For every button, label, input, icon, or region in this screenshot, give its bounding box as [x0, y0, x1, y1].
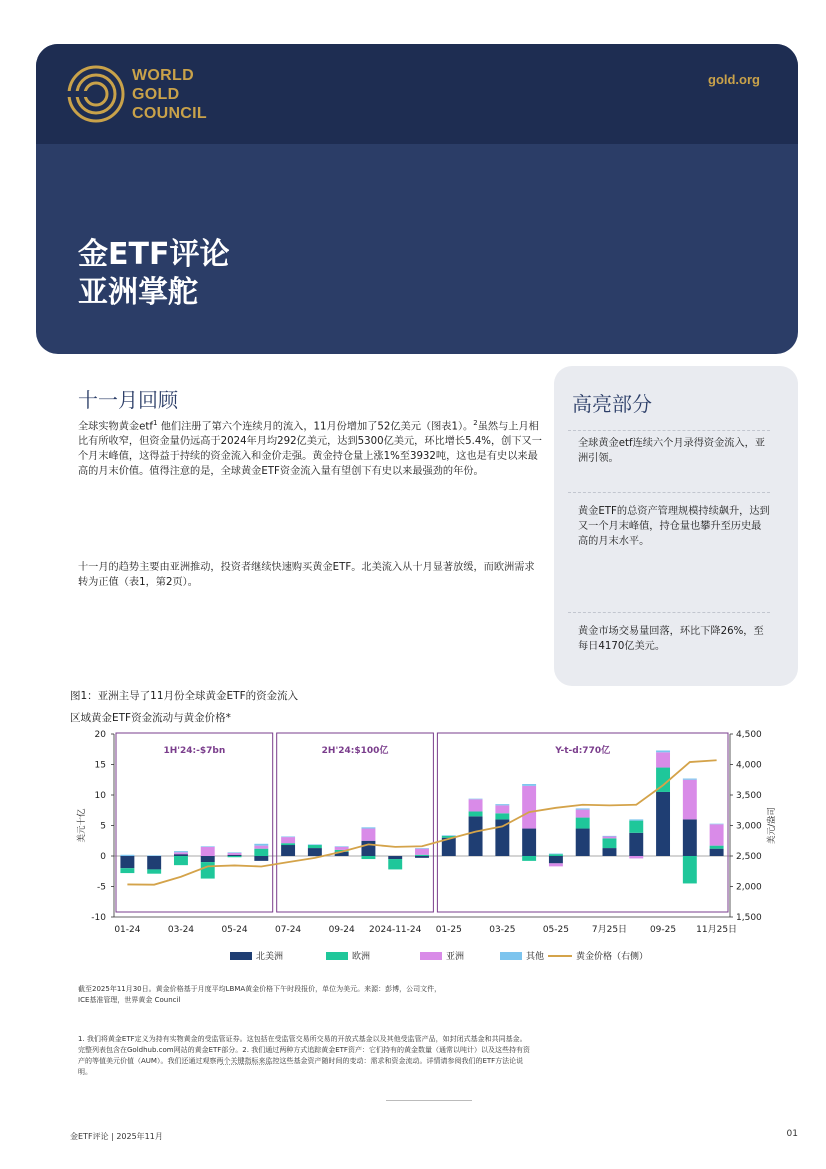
legend-label: 黄金价格（右侧） — [576, 952, 649, 962]
paragraph-2: 十一月的趋势主要由亚洲推动，投资者继续快速购买黄金ETF。北美流入从十月显著放缓，而欧洲需求转为正值（表1，第2页）。 — [78, 562, 535, 588]
page-number: 01 — [786, 1129, 798, 1139]
y-right-tick-label: 4,500 — [736, 730, 762, 740]
bar-亚洲 — [254, 846, 268, 849]
bar-欧洲 — [469, 811, 483, 816]
bar-欧洲 — [308, 845, 322, 848]
bar-北美洲 — [228, 855, 242, 856]
bar-亚洲 — [495, 805, 509, 813]
bar-其他 — [174, 851, 188, 852]
footnote-ref-2[interactable]: 2 — [473, 419, 478, 427]
para1-text-c: 虽然与上月相比有所收窄，但资金量仍远高于2024年月均292亿美元，达到5300亿美元，环比增长5.4%，创下又一个月末峰值，这得益于持续的资金流入和金价走强。黄金持仓量上涨1%至3932吨，这也是有史以来最高的月末价值。值得注意的是，全球黄金ETF资金流入量有望创下有史以来最强劲的年份。 — [78, 421, 542, 478]
x-tick-label: 01-24 — [114, 925, 141, 935]
gold-price-line — [127, 760, 716, 884]
y-left-tick-label: 0 — [100, 852, 106, 862]
x-tick-label: 2024-11-24 — [369, 925, 422, 935]
paragraph-1 — [78, 416, 544, 479]
x-tick-label: 03-24 — [167, 925, 195, 935]
bar-其他 — [228, 852, 242, 853]
bar-北美洲 — [361, 841, 375, 856]
period-annotation-label: Y-t-d:770亿 — [555, 746, 611, 756]
bar-亚洲 — [549, 863, 563, 866]
bar-其他 — [710, 824, 724, 825]
bar-其他 — [469, 799, 483, 800]
bar-欧洲 — [549, 854, 563, 856]
y-left-tick-label: -10 — [91, 913, 106, 923]
logo-line: COUNCIL — [132, 105, 207, 122]
bar-其他 — [629, 819, 643, 820]
title-line-2: 亚洲掌舵 — [78, 275, 198, 310]
period-annotation-label: 2H'24:$100亿 — [321, 746, 389, 756]
website-link[interactable]: gold.org — [708, 72, 760, 87]
bar-北美洲 — [629, 833, 643, 856]
bar-其他 — [522, 784, 536, 786]
figure-label: 图1：亚洲主导了11月份全球黄金ETF的资金流入 — [70, 690, 299, 702]
divider — [568, 612, 770, 613]
y-left-tick-label: 10 — [94, 791, 106, 801]
bar-亚洲 — [469, 799, 483, 811]
bar-欧洲 — [147, 869, 161, 873]
logo-line: WORLD — [132, 67, 194, 84]
bar-北美洲 — [576, 829, 590, 856]
bar-亚洲 — [281, 837, 295, 843]
title-line-1: 金ETF评论 — [78, 237, 230, 272]
legend-label: 欧洲 — [352, 952, 371, 962]
bar-欧洲 — [228, 856, 242, 857]
legend-swatch — [326, 952, 348, 960]
x-tick-label: 7月25日 — [591, 925, 628, 935]
highlight-item: 全球黄金etf连续六个月录得资金流入，亚洲引领。 — [578, 438, 766, 464]
y-left-tick-label: 5 — [100, 821, 106, 832]
logo-wordmark — [132, 66, 207, 123]
world-gold-council-logo-icon — [66, 64, 126, 124]
bar-其他 — [281, 836, 295, 837]
bar-其他 — [495, 804, 509, 805]
bar-北美洲 — [710, 849, 724, 856]
bar-亚洲 — [603, 836, 617, 838]
bar-欧洲 — [495, 813, 509, 819]
logo-line: GOLD — [132, 86, 180, 103]
legend-label: 其他 — [526, 952, 545, 962]
bar-欧洲 — [120, 868, 134, 873]
bar-北美洲 — [281, 845, 295, 856]
bar-欧洲 — [174, 856, 188, 865]
bar-亚洲 — [201, 847, 215, 856]
footnote-ref-1[interactable]: 1 — [152, 419, 158, 427]
y-right-tick-label: 2,500 — [736, 852, 762, 862]
y-right-axis-label: 美元/盎司 — [767, 807, 777, 844]
y-left-axis-label: 美元十亿 — [77, 808, 87, 843]
bar-北美洲 — [120, 856, 134, 868]
bar-北美洲 — [549, 856, 563, 863]
para1-text-a: 全球实物黄金etf — [78, 421, 153, 433]
bar-亚洲 — [683, 780, 697, 820]
bar-欧洲 — [629, 821, 643, 833]
bar-其他 — [415, 848, 429, 849]
footnote-link-underline — [220, 1064, 270, 1065]
bar-欧洲 — [201, 862, 215, 878]
footer-title: 金ETF评论 | 2025年11月 — [70, 1132, 163, 1141]
bar-亚洲 — [415, 849, 429, 855]
legend-swatch — [230, 952, 252, 960]
para1-text-b: 他们注册了第六个连续月的流入，11月份增加了52亿美元（图表1）。 — [157, 421, 474, 433]
bar-北美洲 — [415, 856, 429, 858]
bar-其他 — [361, 827, 375, 828]
bar-北美洲 — [656, 792, 670, 856]
bar-其他 — [683, 779, 697, 780]
x-tick-label: 07-24 — [275, 925, 302, 935]
y-right-tick-label: 3,000 — [736, 821, 762, 832]
bar-其他 — [201, 846, 215, 847]
bar-欧洲 — [388, 859, 402, 869]
bar-欧洲 — [254, 849, 268, 856]
bar-欧洲 — [683, 856, 697, 883]
y-right-tick-label: 1,500 — [736, 913, 762, 923]
figure-subtitle: 区域黄金ETF资金流动与黄金价格* — [70, 712, 231, 724]
bar-北美洲 — [683, 819, 697, 856]
bar-亚洲 — [335, 847, 349, 850]
bar-欧洲 — [415, 855, 429, 856]
y-right-tick-label: 4,000 — [736, 760, 762, 771]
bar-其他 — [603, 836, 617, 837]
bar-其他 — [308, 844, 322, 845]
bar-北美洲 — [147, 856, 161, 869]
divider — [386, 1100, 472, 1101]
x-tick-label: 01-25 — [435, 925, 462, 935]
x-tick-label: 03-25 — [489, 925, 516, 935]
legend-label: 北美洲 — [256, 952, 284, 962]
bar-亚洲 — [361, 829, 375, 841]
bar-北美洲 — [603, 848, 617, 856]
bar-其他 — [442, 835, 456, 836]
divider — [568, 430, 770, 431]
x-tick-label: 09-24 — [328, 925, 355, 935]
bar-其他 — [656, 750, 670, 752]
x-tick-label: 09-25 — [649, 925, 677, 935]
bar-其他 — [147, 855, 161, 856]
highlights-title: 高亮部分 — [572, 392, 652, 416]
highlight-item: 黄金ETF的总资产管理规模持续飙升，达到又一个月末峰值，持仓量也攀升至历史最高的月末水平。 — [578, 506, 770, 547]
bar-其他 — [254, 844, 268, 846]
x-tick-label: 11月25日 — [696, 925, 738, 935]
bar-北美洲 — [201, 856, 215, 862]
header-banner — [36, 44, 798, 354]
bar-亚洲 — [228, 853, 242, 855]
bar-北美洲 — [388, 856, 402, 859]
bar-其他 — [549, 854, 563, 855]
highlights-panel — [554, 366, 798, 686]
bar-亚洲 — [174, 852, 188, 854]
period-annotation-box — [277, 733, 434, 912]
y-left-tick-label: -5 — [97, 882, 106, 893]
bar-亚洲 — [522, 786, 536, 829]
bar-北美洲 — [308, 848, 322, 856]
highlight-item: 黄金市场交易量回落，环比下降26%，至每日4170亿美元。 — [578, 626, 764, 652]
bar-欧洲 — [281, 843, 295, 845]
y-right-tick-label: 2,000 — [736, 882, 762, 893]
bar-其他 — [576, 808, 590, 809]
bar-北美洲 — [522, 829, 536, 856]
bar-其他 — [120, 855, 134, 856]
x-tick-label: 05-25 — [542, 925, 569, 935]
chart-source-note: 截至2025年11月30日。黄金价格基于月度平均LBMA黄金价格下午时段报价，单位为美元。来源：彭博，公司文件，ICE基准管理，世界黄金 Council — [78, 985, 442, 1004]
bar-欧洲 — [522, 856, 536, 861]
bar-亚洲 — [576, 810, 590, 818]
bar-欧洲 — [361, 856, 375, 859]
bar-其他 — [335, 846, 349, 847]
y-left-tick-label: 20 — [94, 730, 106, 740]
bar-亚洲 — [656, 752, 670, 767]
legend-swatch — [420, 952, 442, 960]
bar-亚洲 — [710, 824, 724, 845]
bar-北美洲 — [174, 854, 188, 856]
bar-北美洲 — [469, 816, 483, 856]
bar-欧洲 — [603, 838, 617, 848]
y-right-tick-label: 3,500 — [736, 791, 762, 801]
etf-flows-chart — [70, 724, 780, 974]
period-annotation-label: 1H'24:-$7bn — [163, 746, 226, 756]
x-tick-label: 05-24 — [221, 925, 248, 935]
legend-swatch — [500, 952, 522, 960]
footnotes: 1. 我们将黄金ETF定义为持有实物黄金的受监管证券。这包括在受监管交易所交易的开放式基金以及其他受监管产品，如封闭式基金和共同基金。完整列表包含在Goldhub.com网站的黄金ETF部分。2. 我们通过两种方式追踪黄金ETF资产：它们持有的黄金数量（通常以吨计）以及这些持有资产的等值美元价值（AUM）。我们还通过观察两个关键指标来监控这些基金资产随时间的变动：需求和资金流动。详情请参阅我们的ETF方法论说明。 — [78, 1035, 530, 1076]
bar-北美洲 — [495, 819, 509, 856]
bar-亚洲 — [629, 856, 643, 858]
bar-欧洲 — [710, 846, 724, 849]
y-left-tick-label: 15 — [94, 760, 106, 771]
bar-北美洲 — [254, 856, 268, 861]
divider — [568, 492, 770, 493]
legend-label: 亚洲 — [446, 952, 465, 962]
document-title — [78, 236, 229, 312]
bar-欧洲 — [576, 818, 590, 829]
section-title: 十一月回顾 — [78, 388, 178, 412]
